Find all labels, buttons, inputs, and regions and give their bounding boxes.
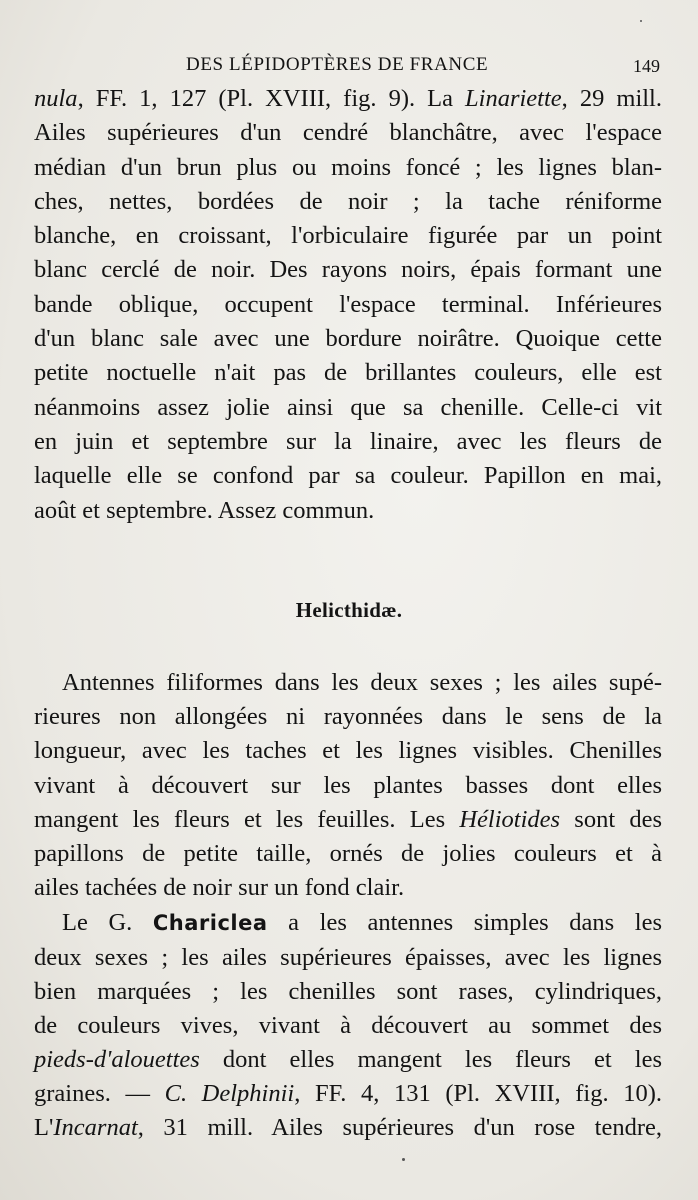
text-line [34,734,662,768]
text-run: rieures non allongées ni rayonnées dans le sens de la [34,703,662,731]
italic-term: C. Delphinii [164,1080,295,1108]
text-line [34,151,662,185]
text-line [34,185,662,219]
text-run: graines. — [34,1080,165,1108]
paragraph-linariette-description [34,82,662,528]
text-run: blanche, en croissant, l'orbiculaire figurée par un point [34,222,662,250]
page-number: 149 [633,56,660,76]
text-run: deux sexes ; les ailes supérieures épaisses, avec les lignes [34,943,662,971]
text-line [34,1077,662,1111]
text-run: en juin et septembre sur la linaire, avec les fleurs de [34,427,662,455]
text-line [34,871,662,905]
text-line [34,356,662,390]
text-run: longueur, avec les taches et les lignes visibles. Chenilles [34,737,662,765]
text-line [34,975,662,1009]
text-line [34,219,662,253]
text-line [34,1111,662,1145]
text-line [34,941,662,975]
text-run: , 29 mill. [561,85,662,112]
text-run: blanc cerclé de noir. Des rayons noirs, épais formant une [34,256,662,284]
text-line [34,494,662,528]
text-run: laquelle elle se confond par sa couleur. Papillon en mai, [34,462,662,490]
italic-term: nula [34,85,78,112]
section-heading: Helicthidæ. [295,598,403,622]
running-title: DES LÉPIDOPTÈRES DE FRANCE [186,54,489,75]
text-run: a les antennes simples dans les [267,909,662,937]
text-run: médian d'un brun plus ou moins foncé ; les lignes blan- [34,153,662,181]
text-run: , 31 mill. Ailes supérieures d'un rose tendre, [137,1114,662,1142]
text-line [34,288,662,322]
text-line [34,1043,662,1077]
italic-term: Incarnat [53,1114,138,1142]
genus-name: Chariclea [152,911,268,936]
text-run: Ailes supérieures d'un cendré blanchâtre, avec l'espace [34,119,662,147]
italic-term: Héliotides [459,805,561,833]
text-line [34,425,662,459]
text-run: , FF. 1, 127 (Pl. XVIII, fig. 9). La [77,85,466,112]
text-line [34,906,662,940]
text-line [34,803,662,837]
text-line [34,116,662,150]
text-run: vivant à découvert sur les plantes basses dont elles [34,771,662,799]
print-speck [640,20,642,22]
text-line [34,700,662,734]
italic-term: Linariette [465,85,562,112]
text-run: bien marquées ; les chenilles sont rases, cylindriques, [34,977,662,1005]
text-run: d'un blanc sale avec une bordure noirâtre. Quoique cette [34,325,662,353]
text-run: août et septembre. Assez commun. [34,496,375,524]
text-line [34,666,662,700]
text-run: bande oblique, occupent l'espace terminal. Inférieures [34,290,662,318]
text-run: , FF. 4, 131 (Pl. XVIII, fig. 10). [294,1080,663,1108]
text-run: mangent les fleurs et les feuilles. Les [34,805,460,833]
text-line [34,322,662,356]
text-run: ailes tachées de noir sur un fond clair. [34,874,405,902]
paragraph-helicthidae-description [34,666,662,1146]
italic-term: pieds-d'alouettes [34,1046,200,1074]
text-run: petite noctuelle n'ait pas de brillantes couleurs, elle est [34,359,662,387]
text-line [34,769,662,803]
text-run: Antennes filiformes dans les deux sexes ; les ailes supé- [62,669,662,696]
text-run: dont elles mangent les fleurs et les [199,1046,662,1074]
print-speck [402,1158,405,1161]
text-line [34,391,662,425]
text-run: de couleurs vives, vivant à découvert au sommet des [34,1011,662,1039]
running-head [0,54,698,80]
text-line [34,253,662,287]
text-run: sont des [560,805,663,833]
text-line [34,1009,662,1043]
text-run: papillons de petite taille, ornés de jolies couleurs et à [34,839,662,867]
text-run: ches, nettes, bordées de noir ; la tache réniforme [34,187,662,215]
text-line [34,459,662,493]
text-run: néanmoins assez jolie ainsi que sa chenille. Celle-ci vit [34,393,662,421]
text-run: Le G. [62,909,153,937]
text-line [34,82,662,116]
text-line [34,837,662,871]
text-run: L' [34,1114,54,1142]
